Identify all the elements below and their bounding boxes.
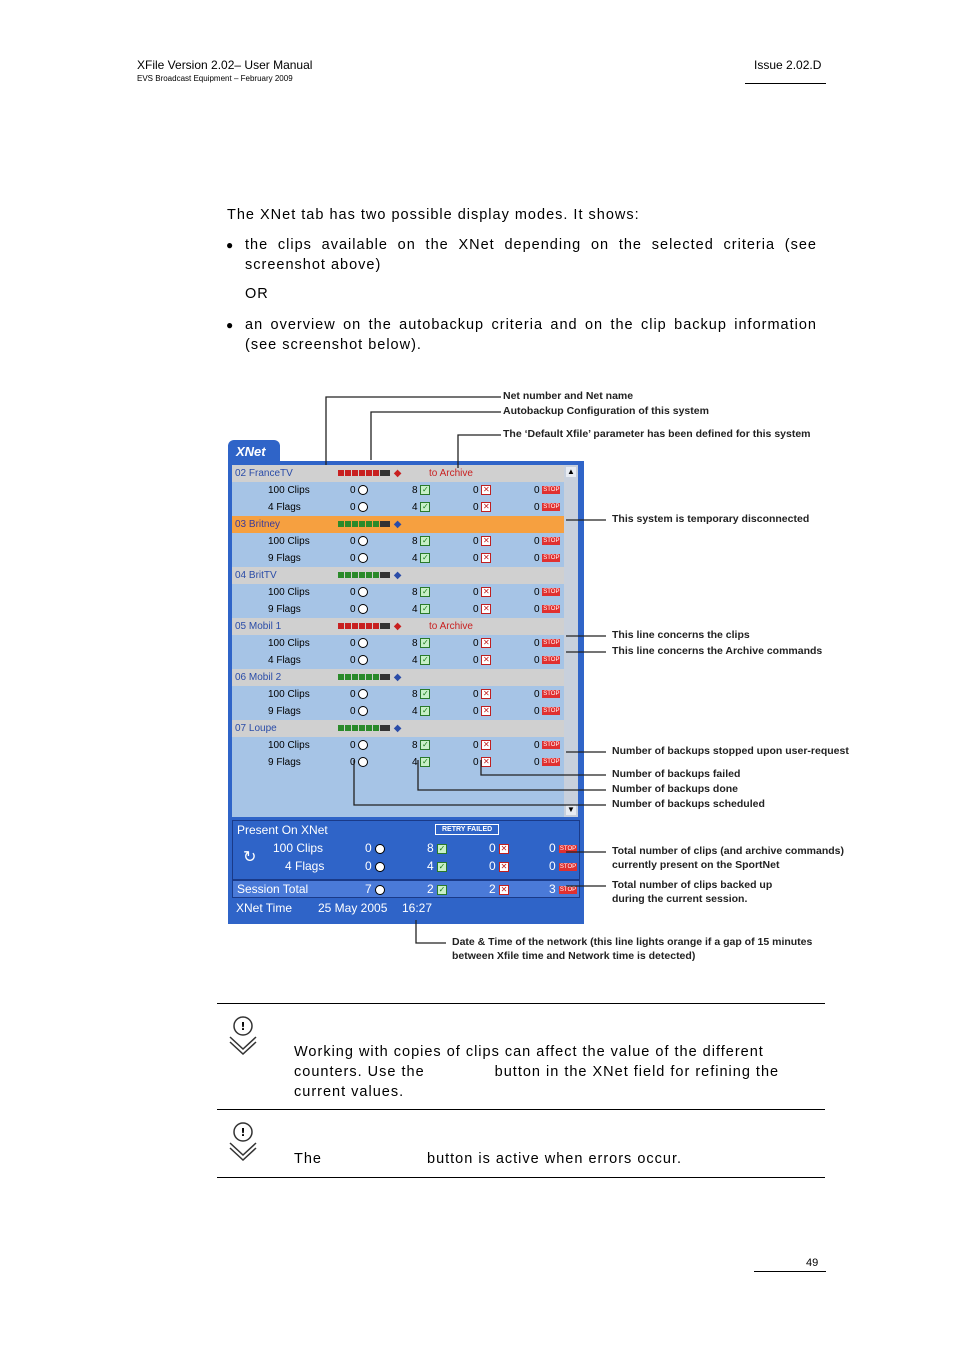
scheduled-count: 0 <box>350 703 368 720</box>
failed-count: 0 ✕ <box>473 757 490 768</box>
autobackup-config-icon: ◆ <box>338 669 401 686</box>
annotation: Total number of clips backed up <box>612 879 773 891</box>
row-label: 100 Clips <box>268 740 310 751</box>
autobackup-config-icon: ◆ <box>338 567 401 584</box>
done-count: 8 ✓ <box>412 689 429 700</box>
stopped-count: 0 STOP <box>534 604 560 615</box>
note-2: The button is active when errors occur. <box>294 1151 683 1167</box>
stop-icon: STOP <box>543 691 560 698</box>
note-icon <box>226 1121 260 1161</box>
session-label: Session Total <box>237 882 309 896</box>
annotation: This system is temporary disconnected <box>612 513 810 525</box>
cross-icon: ✕ <box>482 757 490 767</box>
scheduled-count: 0 <box>350 686 368 703</box>
done-count: 8 ✓ <box>412 740 429 751</box>
autobackup-config-icon: ◆ <box>338 720 401 737</box>
failed-count: 0 ✕ <box>473 502 490 513</box>
done-count: 4 ✓ <box>412 553 429 564</box>
svg-text:!: ! <box>240 1020 246 1033</box>
failed-count: 0 ✕ <box>473 604 490 615</box>
check-icon: ✓ <box>438 884 446 894</box>
stopped-count: 0 STOP <box>549 859 577 873</box>
annotation: This line concerns the Archive commands <box>612 645 823 657</box>
done-count: 4 ✓ <box>412 706 429 717</box>
stopped-count: 0 STOP <box>534 502 560 513</box>
cross-icon: ✕ <box>482 706 490 716</box>
annotation: Net number and Net name <box>503 390 634 402</box>
row-label: 100 Clips <box>268 638 310 649</box>
annotation: Total number of clips (and archive commands) <box>612 845 845 857</box>
cross-icon: ✕ <box>500 843 508 853</box>
failed-count: 0 ✕ <box>473 553 490 564</box>
done-count: 4 ✓ <box>427 859 446 873</box>
check-icon: ✓ <box>421 485 429 495</box>
annotation: between Xfile time and Network time is detected) <box>452 950 696 962</box>
present-title: Present On XNet <box>237 823 328 837</box>
annotation: This line concerns the clips <box>612 629 750 641</box>
footer-rule <box>754 1271 826 1272</box>
check-icon: ✓ <box>421 587 429 597</box>
row-label: 100 Clips <box>273 841 324 855</box>
scheduled-count: 0 <box>350 652 368 669</box>
svg-text:!: ! <box>240 1126 246 1139</box>
net-name: 03 Britney <box>235 519 281 530</box>
default-xfile-label: to Archive <box>429 468 473 479</box>
done-count: 8 ✓ <box>412 638 429 649</box>
check-icon: ✓ <box>421 553 429 563</box>
stopped-count: 0 STOP <box>534 638 560 649</box>
check-icon: ✓ <box>421 638 429 648</box>
check-icon: ✓ <box>421 757 429 767</box>
done-count: 4 ✓ <box>412 757 429 768</box>
retry-failed-button[interactable]: RETRY FAILED <box>435 824 499 835</box>
stopped-count: 0 STOP <box>534 485 560 496</box>
session-scheduled: 7 <box>365 882 385 896</box>
row-label: 9 Flags <box>268 553 301 564</box>
stopped-count: 0 STOP <box>534 689 560 700</box>
annotation: Date & Time of the network (this line lights orange if a gap of 15 minutes <box>452 936 813 948</box>
scheduled-count: 0 <box>365 859 385 873</box>
annotation: during the current session. <box>612 893 748 905</box>
check-icon: ✓ <box>421 536 429 546</box>
scheduled-count: 0 <box>365 841 385 855</box>
annotation: The ‘Default Xfile’ parameter has been defined for this system <box>503 428 811 440</box>
done-count: 4 ✓ <box>412 604 429 615</box>
intro-text: The XNet tab has two possible display modes. It shows: <box>227 207 640 223</box>
stop-icon: STOP <box>559 886 577 893</box>
cross-icon: ✕ <box>482 638 490 648</box>
refresh-icon[interactable]: ↻ <box>243 849 257 866</box>
cross-icon: ✕ <box>482 502 490 512</box>
failed-count: 0 ✕ <box>473 536 490 547</box>
scroll-down-icon[interactable]: ▼ <box>567 805 575 814</box>
note-icon <box>226 1015 260 1055</box>
row-label: 100 Clips <box>268 587 310 598</box>
scheduled-count: 0 <box>350 601 368 618</box>
annotation: Number of backups scheduled <box>612 798 765 810</box>
row-label: 9 Flags <box>268 706 301 717</box>
cross-icon: ✕ <box>482 536 490 546</box>
net-name: 04 BritTV <box>235 570 277 581</box>
check-icon: ✓ <box>421 655 429 665</box>
stop-icon: STOP <box>543 589 560 596</box>
stopped-count: 0 STOP <box>534 587 560 598</box>
stop-icon: STOP <box>543 640 560 647</box>
stop-icon: STOP <box>543 657 560 664</box>
annotation: Number of backups failed <box>612 768 741 780</box>
failed-count: 0 ✕ <box>473 740 490 751</box>
net-name: 07 Loupe <box>235 723 277 734</box>
cross-icon: ✕ <box>482 689 490 699</box>
header-rule <box>745 83 826 84</box>
cross-icon: ✕ <box>482 587 490 597</box>
row-label: 9 Flags <box>268 757 301 768</box>
stop-icon: STOP <box>543 555 560 562</box>
autobackup-config-icon: ◆ <box>338 516 401 533</box>
failed-count: 0 ✕ <box>473 655 490 666</box>
stop-icon: STOP <box>543 504 560 511</box>
stopped-count: 0 STOP <box>534 706 560 717</box>
autobackup-config-icon: ◆ <box>338 618 401 635</box>
scheduled-count: 0 <box>350 635 368 652</box>
scheduled-count: 0 <box>350 584 368 601</box>
row-label: 100 Clips <box>268 536 310 547</box>
default-xfile-label: to Archive <box>429 621 473 632</box>
annotation: Autobackup Configuration of this system <box>503 405 709 417</box>
row-label: 4 Flags <box>268 502 301 513</box>
bullet-icon: ● <box>226 318 234 332</box>
cross-icon: ✕ <box>500 861 508 871</box>
time-date: 25 May 2005 <box>318 901 388 915</box>
check-icon: ✓ <box>438 861 446 871</box>
net-name: 06 Mobil 2 <box>235 672 282 683</box>
annotation: Number of backups done <box>612 783 739 795</box>
cross-icon: ✕ <box>482 604 490 614</box>
stop-icon: STOP <box>543 742 560 749</box>
header-subtitle: EVS Broadcast Equipment – February 2009 <box>137 74 293 83</box>
row-label: 9 Flags <box>268 604 301 615</box>
failed-count: 0 ✕ <box>489 841 508 855</box>
page-number: 49 <box>806 1257 819 1269</box>
scheduled-count: 0 <box>350 550 368 567</box>
cross-icon: ✕ <box>482 740 490 750</box>
scheduled-count: 0 <box>350 754 368 771</box>
bullet-icon: ● <box>226 238 234 252</box>
xnet-tab[interactable]: XNet <box>228 440 280 464</box>
note-divider <box>217 1003 825 1004</box>
autobackup-config-icon: ◆ <box>338 465 401 482</box>
stop-icon: STOP <box>543 759 560 766</box>
scheduled-count: 0 <box>350 533 368 550</box>
stop-icon: STOP <box>543 538 560 545</box>
done-count: 8 ✓ <box>412 485 429 496</box>
failed-count: 0 ✕ <box>473 587 490 598</box>
session-failed: 2 ✕ <box>489 882 508 896</box>
annotation: Number of backups stopped upon user-request <box>612 745 849 757</box>
failed-count: 0 ✕ <box>473 689 490 700</box>
stopped-count: 0 STOP <box>534 757 560 768</box>
done-count: 4 ✓ <box>412 655 429 666</box>
stop-icon: STOP <box>543 487 560 494</box>
stop-icon: STOP <box>543 708 560 715</box>
row-label: 100 Clips <box>268 485 310 496</box>
failed-count: 0 ✕ <box>473 638 490 649</box>
done-count: 8 ✓ <box>427 841 446 855</box>
check-icon: ✓ <box>421 689 429 699</box>
stop-icon: STOP <box>543 606 560 613</box>
stopped-count: 0 STOP <box>534 655 560 666</box>
cross-icon: ✕ <box>482 553 490 563</box>
session-done: 2 ✓ <box>427 882 446 896</box>
check-icon: ✓ <box>421 706 429 716</box>
note-1: Working with copies of clips can affect the value of the different counters. Use the button in the XNet field for refining the current values. <box>294 1044 780 1100</box>
row-label: 4 Flags <box>285 859 325 873</box>
cross-icon: ✕ <box>482 655 490 665</box>
row-label: 100 Clips <box>268 689 310 700</box>
cross-icon: ✕ <box>482 485 490 495</box>
scheduled-count: 0 <box>350 499 368 516</box>
check-icon: ✓ <box>438 843 446 853</box>
net-name: 05 Mobil 1 <box>235 621 282 632</box>
net-name: 02 FranceTV <box>235 468 293 479</box>
annotation: currently present on the SportNet <box>612 859 780 871</box>
time-clock: 16:27 <box>402 901 433 915</box>
note-divider <box>217 1109 825 1110</box>
session-stopped: 3 STOP <box>549 882 577 896</box>
cross-icon: ✕ <box>500 884 508 894</box>
stop-icon: STOP <box>559 845 577 852</box>
bullet-1: the clips available on the XNet depending on the selected criteria (see screenshot above) <box>245 237 817 273</box>
header-issue: Issue 2.02.D <box>754 58 822 72</box>
check-icon: ✓ <box>421 740 429 750</box>
done-count: 4 ✓ <box>412 502 429 513</box>
note-divider <box>217 1177 825 1178</box>
stopped-count: 0 STOP <box>534 740 560 751</box>
failed-count: 0 ✕ <box>473 706 490 717</box>
check-icon: ✓ <box>421 502 429 512</box>
stop-icon: STOP <box>559 863 577 870</box>
row-label: 4 Flags <box>268 655 301 666</box>
time-label: XNet Time <box>236 901 293 915</box>
failed-count: 0 ✕ <box>489 859 508 873</box>
done-count: 8 ✓ <box>412 587 429 598</box>
stopped-count: 0 STOP <box>534 536 560 547</box>
header-title: XFile Version 2.02– User Manual <box>137 58 313 72</box>
bullet-2: an overview on the autobackup criteria and on the clip backup information (see screenshot below). <box>245 317 817 353</box>
or-text: OR <box>245 286 269 302</box>
failed-count: 0 ✕ <box>473 485 490 496</box>
check-icon: ✓ <box>421 604 429 614</box>
scheduled-count: 0 <box>350 482 368 499</box>
done-count: 8 ✓ <box>412 536 429 547</box>
stopped-count: 0 STOP <box>549 841 577 855</box>
xnet-figure <box>226 385 856 970</box>
scheduled-count: 0 <box>350 737 368 754</box>
scroll-up-icon[interactable]: ▲ <box>567 467 575 476</box>
stopped-count: 0 STOP <box>534 553 560 564</box>
